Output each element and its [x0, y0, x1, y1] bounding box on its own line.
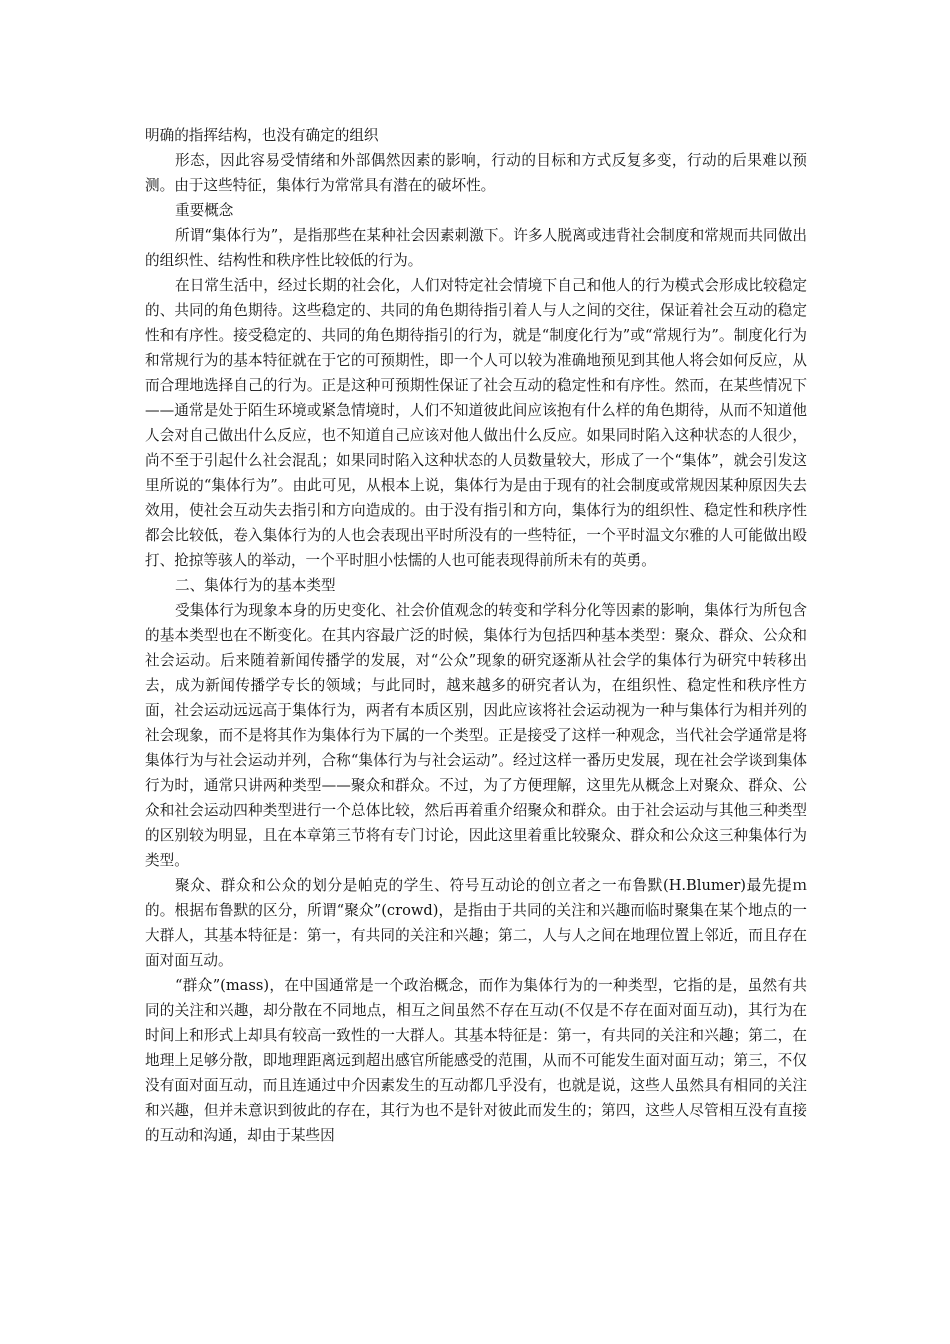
paragraph-types-history: 受集体行为现象本身的历史变化、社会价值观念的转变和学科分化等因素的影响，集体行为所包含的基本类型也在不断变化。在其内容最广泛的时候，集体行为包括四种基本类型：聚众、群众、公众和社会运动。后来随着新闻传播学的发展，对“公众”现象的研究逐渐从社会学的集体行为研究中转移出去，成为新闻传播学专长的领域；与此同时，越来越多的研究者认为，在组织性、稳定性和秩序性方面，社会运动远远高于集体行为，两者有本质区别，因此应该将社会运动视为一种与集体行为相并列的社会现象，而不是将其作为集体行为下属的一个类型。正是接受了这样一种观念，当代社会学通常是将集体行为与社会运动并列，合称“集体行为与社会运动”。经过这样一番历史发展，现在社会学谈到集体行为时，通常只讲两种类型——聚众和群众。不过，为了方便理解，这里先从概念上对聚众、群众、公众和社会运动四种类型进行一个总体比较，然后再着重介绍聚众和群众。由于社会运动与其他三种类型的区别较为明显，且在本章第三节将有专门讨论，因此这里着重比较聚众、群众和公众这三种集体行为类型。 — [145, 602, 807, 869]
paragraph-definition: 所谓“集体行为”，是指那些在某种社会因素刺激下。许多人脱离或违背社会制度和常规而共同做出的组织性、结构性和秩序性比较低的行为。 — [145, 227, 807, 269]
document-body — [145, 123, 807, 1148]
section-heading-key-concept: 重要概念 — [175, 202, 234, 219]
paragraph-daily-life: 在日常生活中，经过长期的社会化，人们对特定社会情境下自己和他人的行为模式会形成比较稳定的、共同的角色期待。这些稳定的、共同的角色期待指引着人与人之间的交往，保证着社会互动的稳定性和有序性。接受稳定的、共同的角色期待指引的行为，就是“制度化行为”或“常规行为”。制度化行为和常规行为的基本特征就在于它的可预期性，即一个人可以较为准确地预见到其他人将会如何反应，从而合理地选择自己的行为。正是这种可预期性保证了社会互动的稳定性和有序性。然而，在某些情况下——通常是处于陌生环境或紧急情境时，人们不知道彼此间应该抱有什么样的角色期待，从而不知道他人会对自己做出什么反应，也不知道自己应该对他人做出什么反应。如果同时陷入这种状态的人很少，尚不至于引起什么社会混乱；如果同时陷入这种状态的人员数量较大，形成了一个“集体”，就会引发这里所说的“集体行为”。由此可见，从根本上说，集体行为是由于现有的社会制度或常规因某种原因失去效用，使社会互动失去指引和方向造成的。由于没有指引和方向，集体行为的组织性、稳定性和秩序性都会比较低，卷入集体行为的人也会表现出平时所没有的一些特征，一个平时温文尔雅的人可能做出殴打、抢掠等骇人的举动，一个平时胆小怯懦的人也可能表现得前所未有的英勇。 — [145, 277, 807, 569]
paragraph-form-unpredictable: 形态，因此容易受情绪和外部偶然因素的影响，行动的目标和方式反复多变，行动的后果难以预测。由于这些特征，集体行为常常具有潜在的破坏性。 — [145, 152, 807, 194]
paragraph-crowd: 聚众、群众和公众的划分是帕克的学生、符号互动论的创立者之一布鲁默(H.Blumer)最先提ｍ的。根据布鲁默的区分，所谓“聚众”(crowd)，是指由于共同的关注和兴趣而临时聚集在某个地点的一大群人，其基本特征是：第一，有共同的关注和兴趣；第二，人与人之间在地理位置上邻近，而且存在面对面互动。 — [145, 877, 807, 969]
section-heading-basic-types: 二、集体行为的基本类型 — [175, 577, 336, 594]
paragraph-continuation: 明确的指挥结构，也没有确定的组织 — [145, 127, 379, 144]
paragraph-mass: “群众”(mass)，在中国通常是一个政治概念，而作为集体行为的一种类型，它指的是，虽然有共同的关注和兴趣，却分散在不同地点，相互之间虽然不存在互动(不仅是不存在面对面互动)，其行为在时间上和形式上却具有较高一致性的一大群人。其基本特征是：第一，有共同的关注和兴趣；第二，在地理上足够分散，即地理距离远到超出感官所能感受的范围，从而不可能发生面对面互动；第三，不仅没有面对面互动，而且连通过中介因素发生的互动都几乎没有，也就是说，这些人虽然具有相同的关注和兴趣，但并未意识到彼此的存在，其行为也不是针对彼此而发生的；第四，这些人尽管相互没有直接的互动和沟通，却由于某些因 — [145, 977, 807, 1144]
